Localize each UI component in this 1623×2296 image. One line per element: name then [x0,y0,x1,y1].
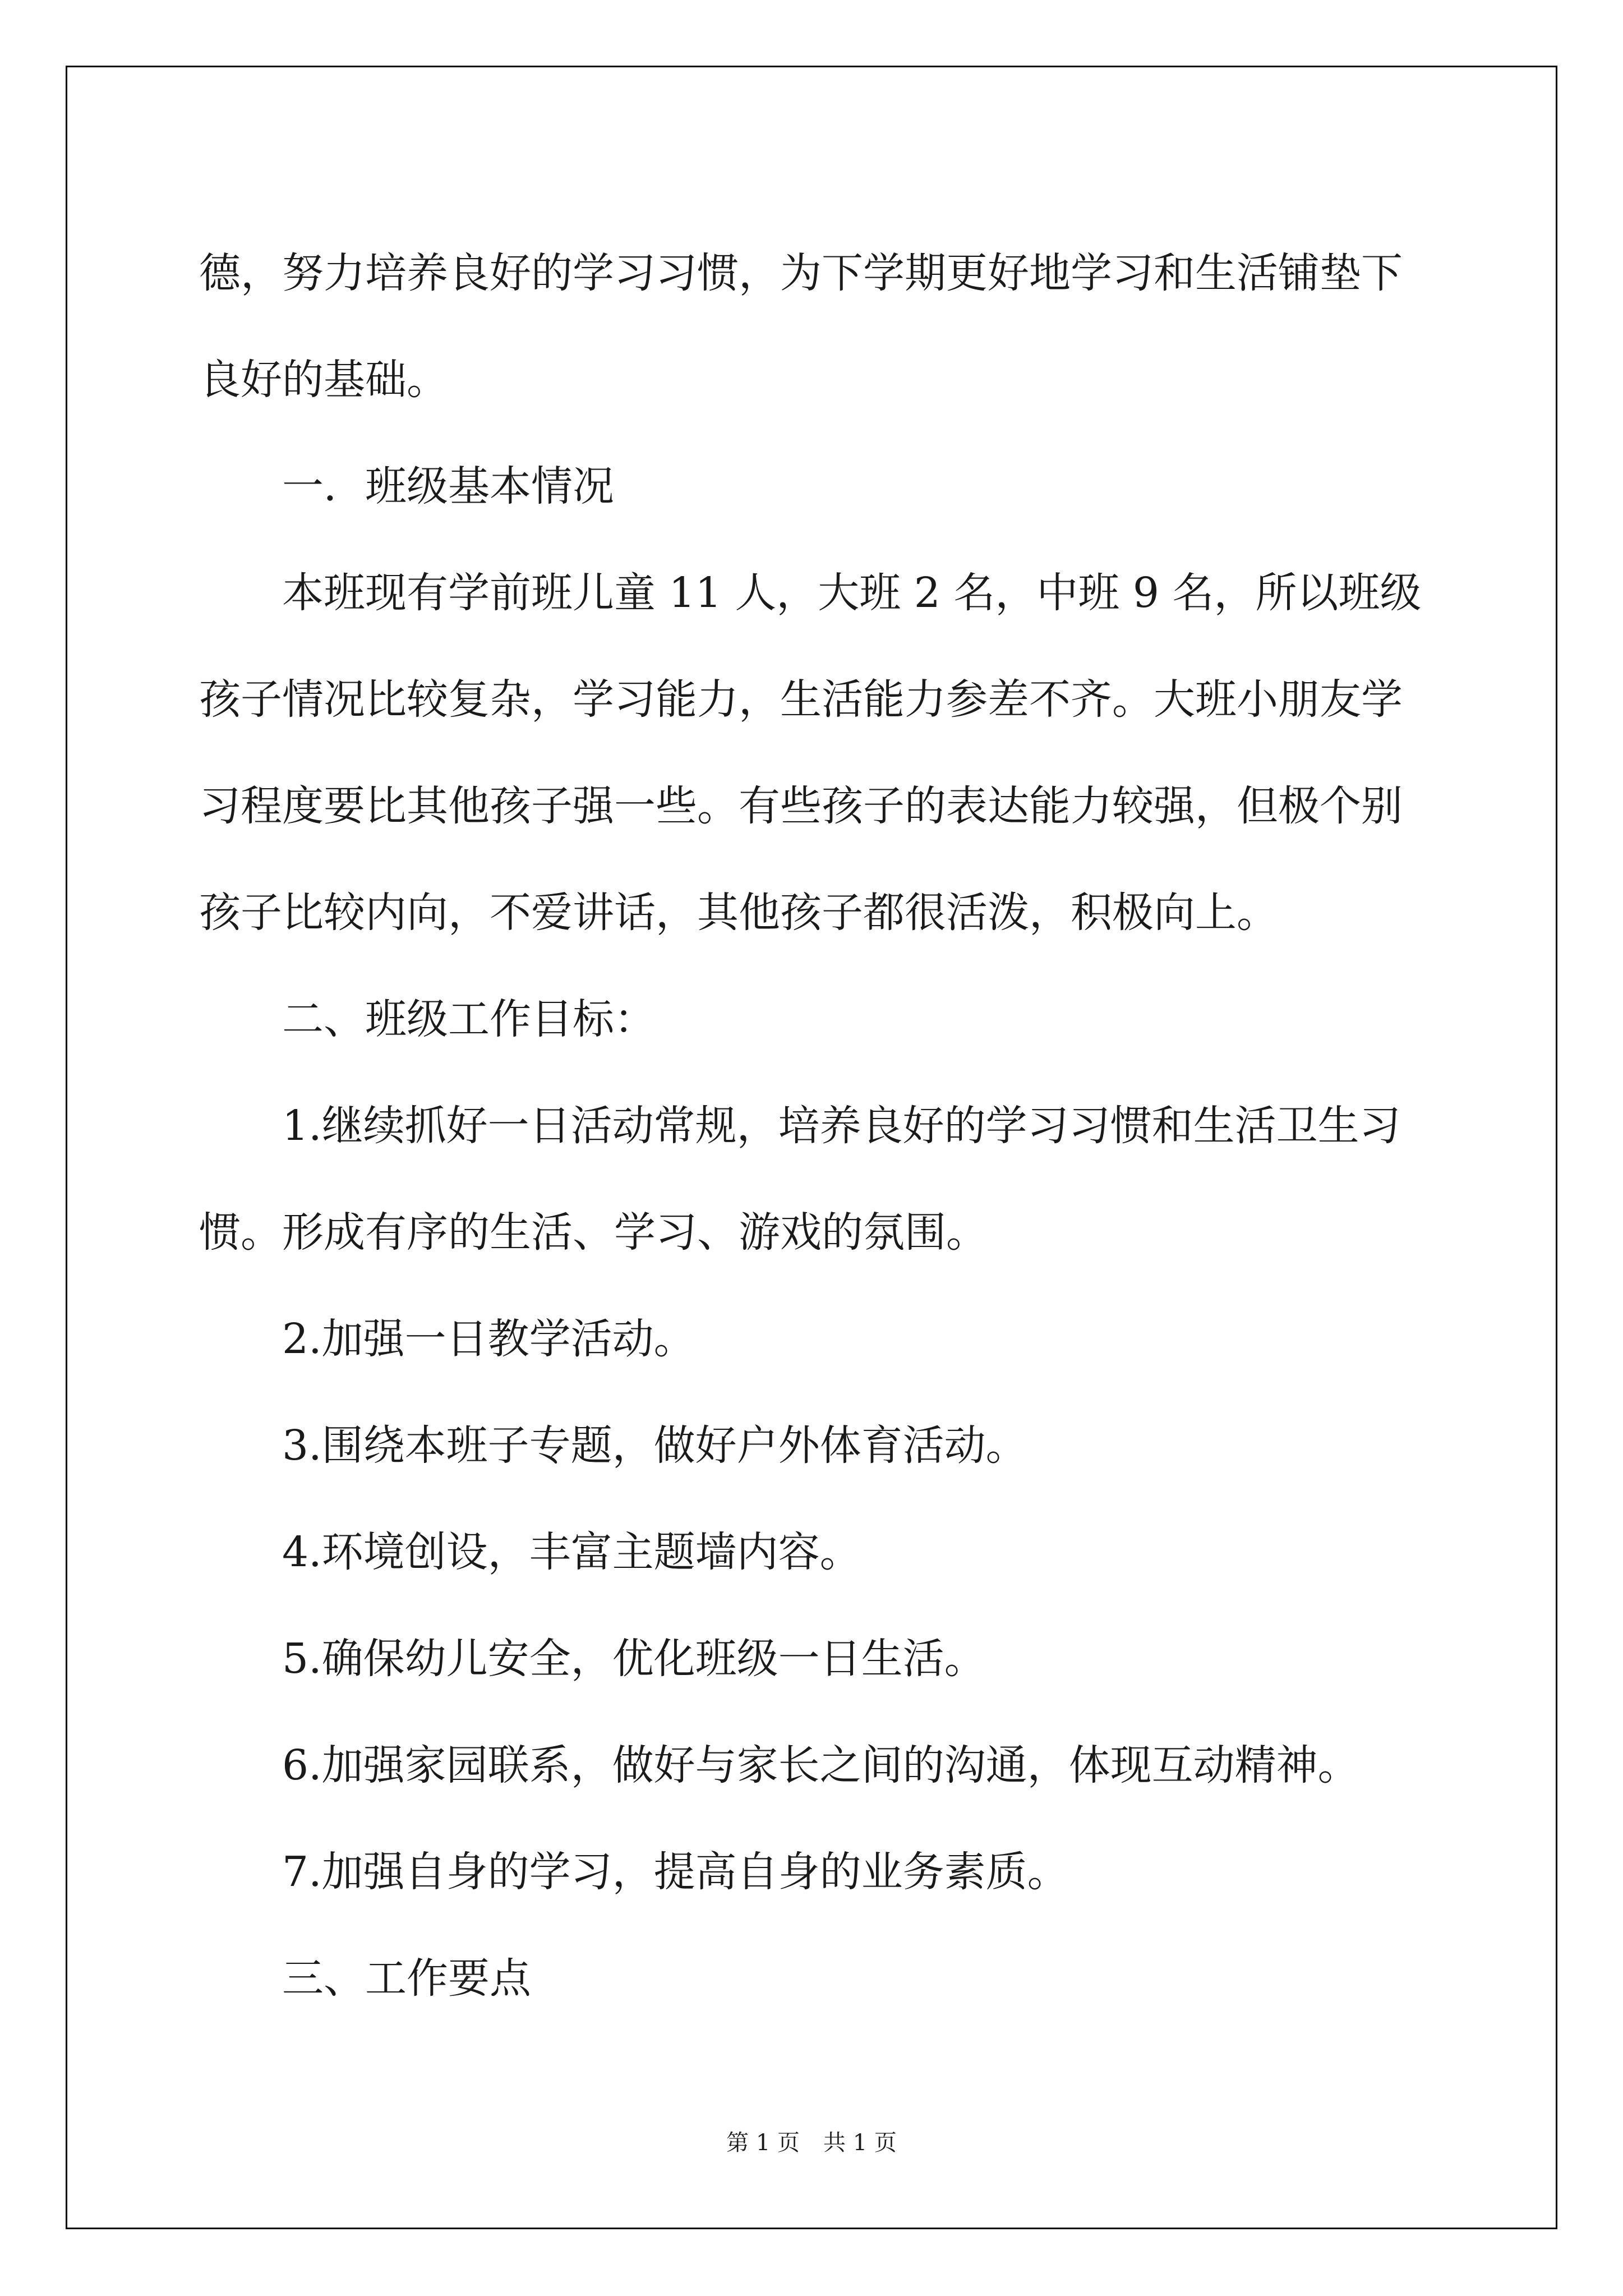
goal-item-6: 6.加强家园联系，做好与家长之间的沟通，体现互动精神。 [282,1741,1359,1789]
goal-item-7: 7.加强自身的学习，提高自身的业务素质。 [282,1848,1069,1896]
paragraph-1: 德，努力培养良好的学习习惯，为下学期更好地学习和生活铺垫下良好的基础。 [199,249,1403,404]
page-footer [0,2125,1623,2157]
page-number: 第 1 页 [726,2130,800,2156]
goal-item-5: 5.确保幼儿安全，优化班级一日生活。 [282,1635,986,1683]
goal-item-3: 3.围绕本班子专题，做好户外体育活动。 [282,1421,1027,1470]
section-heading-2: 二、班级工作目标： [282,995,656,1043]
section-heading-3: 三、工作要点 [282,1954,531,2003]
goal-item-4: 4.环境创设，丰富主题墙内容。 [282,1528,861,1576]
document-body [199,220,1436,2032]
section-heading-1: 一．班级基本情况 [282,462,614,510]
page-total: 共 1 页 [823,2130,897,2156]
paragraph-2: 本班现有学前班儿童 11 人，大班 2 名，中班 9 名，所以班级孩子情况比较复杂，学习能力，生活能力参差不齐。大班小朋友学习程度要比其他孩子强一些。有些孩子的表达能力较强，但极个别孩子比较内向，不爱讲话，其他孩子都很活泼，积极向上。 [199,569,1422,937]
goal-item-1: 1.继续抓好一日活动常规，培养良好的学习习惯和生活卫生习惯。形成有序的生活、学习、游戏的氛围。 [199,1102,1401,1257]
goal-item-2: 2.加强一日教学活动。 [282,1315,695,1363]
